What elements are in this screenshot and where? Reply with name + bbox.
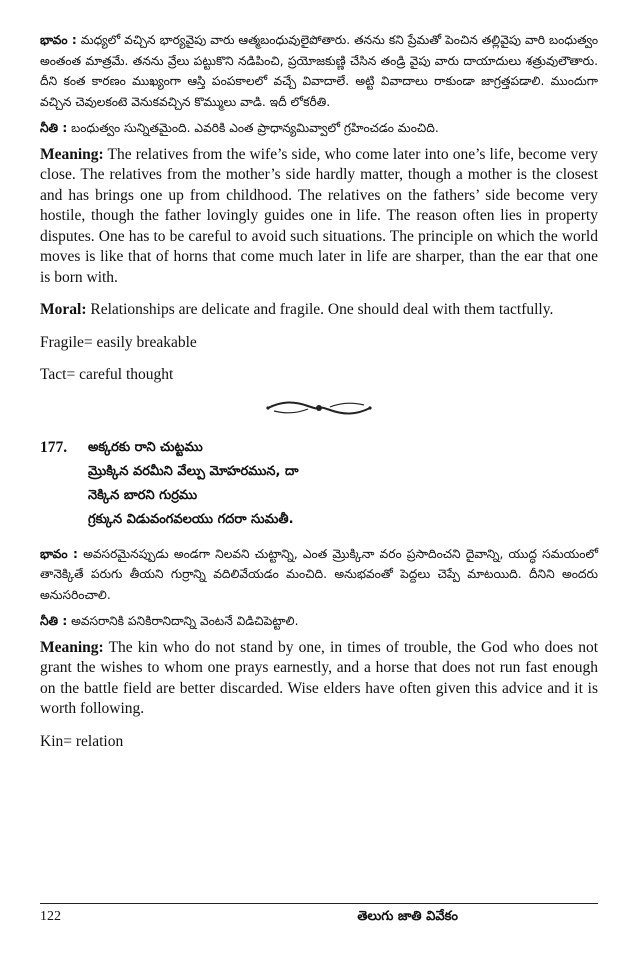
verse-number: 177. <box>40 438 68 456</box>
verse-line: మ్రొక్కిన వరమీని వేల్పు మోహరమున, దా <box>88 463 299 479</box>
page-number: 122 <box>40 909 61 924</box>
neeti-text: అవసరానికి పనికిరానిదాన్ని వెంటనే విడిచిపెట్టాలి. <box>71 614 299 628</box>
gloss-fragile: Fragile= easily breakable <box>40 333 197 351</box>
meaning-paragraph-2 <box>40 638 598 720</box>
verse-block <box>40 436 598 532</box>
neeti-label: నీతి : <box>40 121 68 135</box>
neeti-paragraph-2 <box>40 611 598 632</box>
page-footer <box>40 909 598 927</box>
neeti-label: నీతి : <box>40 614 68 628</box>
bhavam-label: భావం : <box>40 33 77 47</box>
verse-line: అక్కరకు రాని చుట్టము <box>88 439 203 455</box>
moral-label: Moral: <box>40 301 87 318</box>
bhavam-paragraph-1 <box>40 30 598 112</box>
moral-paragraph <box>40 300 598 321</box>
bhavam-text: అవసరమైనప్పుడు అండగా నిలవని చుట్టాన్ని, ఎంత మ్రొక్కినా వరం ప్రసాదించని దైవాన్ని, యుద్ధ సమయంలో తానెక్కితే పరుగు తీయని గుర్రాన్ని వదిలివేయడం మంచిది. అనుభవంతో పెద్దలు చెప్పే మాటయిది. దీనిని అందరు అనుసరించాలి. <box>40 546 598 602</box>
flourish-icon <box>264 400 374 416</box>
meaning-label: Meaning: <box>40 145 104 163</box>
footer-rule <box>40 903 598 904</box>
neeti-paragraph-1 <box>40 118 598 139</box>
bhavam-text: మధ్యలో వచ్చిన భార్యవైపు వారు ఆత్మబంధువులైపోతారు. తనను కని ప్రేమతో పెంచిన తల్లివైపు వారి బంధుత్వం అంతంత మాత్రమే. తనను వ్రేలు పట్టుకొని నడిపించి, ప్రయోజకుణ్ణి చేసిన తండ్రి వైపు వారు దాయాదులు శత్రువులౌతారు. దీని కంత కారణం ముఖ్యంగా ఆస్తి పంపకాలలో వచ్చే వివాదాలే. అట్టి వివాదాలు రాకుండా జాగ్రత్తపడాలి. ముందుగా వచ్చిన చెవులకంటె వెనుకవచ్చిన కొమ్ములు వాడి. ఇదీ లోకరీతి. <box>40 33 598 109</box>
meaning-text: The kin who do not stand by one, in times of trouble, the God who does not grant the wishes to whom one prays earnestly, and a horse that does not run fast enough on the battle field are better discarded. Wise elders have often given this advice and it is worth following. <box>40 638 598 717</box>
meaning-label: Meaning: <box>40 638 104 656</box>
verse-lines <box>88 436 299 532</box>
gloss-kin: Kin= relation <box>40 732 124 750</box>
verse-line: గ్రక్కున విడువంగవలయు గదరా సుమతీ. <box>88 511 294 527</box>
moral-text: Relationships are delicate and fragile. One should deal with them tactfully. <box>86 301 554 318</box>
book-title: తెలుగు జాతి వివేకం <box>357 909 458 924</box>
meaning-paragraph-1 <box>40 145 598 289</box>
ornament-divider <box>40 400 598 418</box>
meaning-text: The relatives from the wife’s side, who come later into one’s life, become very close. The relatives from the mother’s side hardly matter, though a mother is the closest and has brings one up from childhood. The relatives on the fathers’ side become very hostile, though the father lovingly guides one in life. The reason often lies in property disputes. One has to be careful to avoid such situations. The principle on which the world moves is like that of horns that come much later in life are sharper, than the ear that one is born with. <box>40 145 598 286</box>
verse-line: నెక్కిన బారని గుర్రము <box>88 487 198 503</box>
bhavam-paragraph-2 <box>40 544 598 606</box>
bhavam-label: భావం : <box>40 546 78 561</box>
neeti-text: బంధుత్వం సున్నితమైంది. ఎవరికి ఎంత ప్రాధాన్యమివ్వాలో గ్రహించడం మంచిది. <box>71 121 439 135</box>
gloss-tact: Tact= careful thought <box>40 366 174 383</box>
